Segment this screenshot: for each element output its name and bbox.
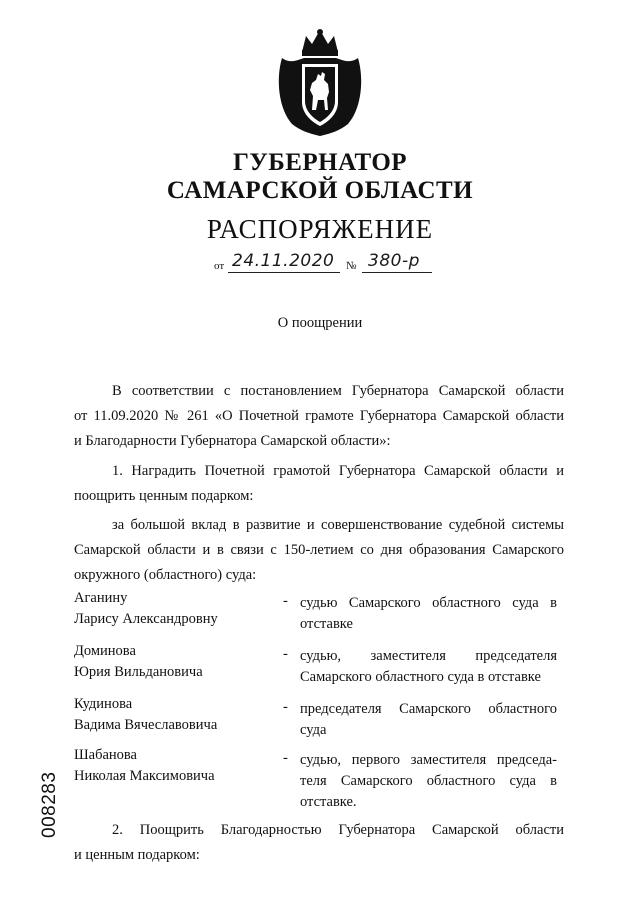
awardee-surname: Шабанова	[74, 747, 137, 763]
role-line: судью, первого заместителя председа-	[300, 752, 557, 768]
item2-line: и ценным подарком:	[74, 847, 200, 863]
reason-paragraph	[74, 513, 564, 588]
awardee-role	[300, 593, 557, 635]
document-type: РАСПОРЯЖЕНИЕ	[206, 214, 434, 244]
awardee-surname: Аганину	[74, 590, 128, 606]
item2-line: 2. Поощрить Благодарностью Губернатора Самарской области	[112, 822, 564, 838]
awardee-surname: Доминова	[74, 643, 136, 659]
role-line: отставке.	[300, 794, 357, 810]
date-number-line	[214, 251, 444, 276]
awardee-dash: -	[283, 699, 288, 715]
awardee-given-names: Николая Максимовича	[74, 768, 215, 784]
preamble-paragraph	[74, 379, 564, 454]
samara-coat-of-arms-icon	[272, 28, 368, 138]
role-line: Самарского областного суда в отставке	[300, 669, 541, 685]
role-line: отставке	[300, 616, 353, 632]
item1-line: поощрить ценным подарком:	[74, 488, 254, 504]
awardee-given-names: Ларису Александровну	[74, 611, 218, 627]
preamble-line: В соответствии с постановлением Губернатора Самарской области	[112, 383, 564, 399]
governor-title-line2: САМАРСКОЙ ОБЛАСТИ	[166, 177, 474, 204]
side-serial-stamp: 008283	[39, 771, 60, 838]
date-underline	[228, 272, 340, 273]
role-line: председателя Самарского областного	[300, 701, 557, 717]
number-prefix: №	[346, 260, 357, 272]
awardee-role	[300, 750, 557, 813]
awardee-name	[74, 745, 215, 787]
awardee-dash: -	[283, 750, 288, 766]
item1-paragraph	[74, 459, 564, 509]
awardee-name	[74, 694, 217, 736]
awardee-dash: -	[283, 593, 288, 609]
reason-line: за большой вклад в развитие и совершенствование судебной системы	[112, 517, 564, 533]
number-underline	[362, 272, 432, 273]
date-handwritten: 24.11.2020	[232, 251, 335, 271]
number-handwritten: 380-р	[368, 251, 420, 271]
awardee-dash: -	[283, 646, 288, 662]
role-line: судью, заместителя председателя	[300, 648, 557, 664]
item1-line: 1. Наградить Почетной грамотой Губернатора Самарской области и	[112, 463, 564, 479]
awardee-role	[300, 699, 557, 741]
subject-line: О поощрении	[277, 315, 363, 331]
preamble-line: от 11.09.2020 № 261 «О Почетной грамоте Губернатора Самарской области	[74, 408, 564, 424]
awardee-role	[300, 646, 557, 688]
awardee-surname: Кудинова	[74, 696, 133, 712]
role-line: суда	[300, 722, 327, 738]
reason-line: окружного (областного) суда:	[74, 567, 257, 583]
reason-line: Самарской области и в связи с 150-летием со дня образования Самарского	[74, 542, 564, 558]
preamble-line: и Благодарности Губернатора Самарской области»:	[74, 433, 391, 449]
role-line: судью Самарского областного суда в	[300, 595, 557, 611]
date-prefix: от	[214, 260, 225, 272]
governor-title-line1: ГУБЕРНАТОР	[232, 149, 408, 176]
item2-paragraph	[74, 818, 564, 868]
awardee-name	[74, 641, 203, 683]
role-line: теля Самарского областного суда в	[300, 773, 557, 789]
awardee-given-names: Юрия Вильдановича	[74, 664, 203, 680]
awardee-name	[74, 588, 218, 630]
awardee-given-names: Вадима Вячеславовича	[74, 717, 218, 733]
